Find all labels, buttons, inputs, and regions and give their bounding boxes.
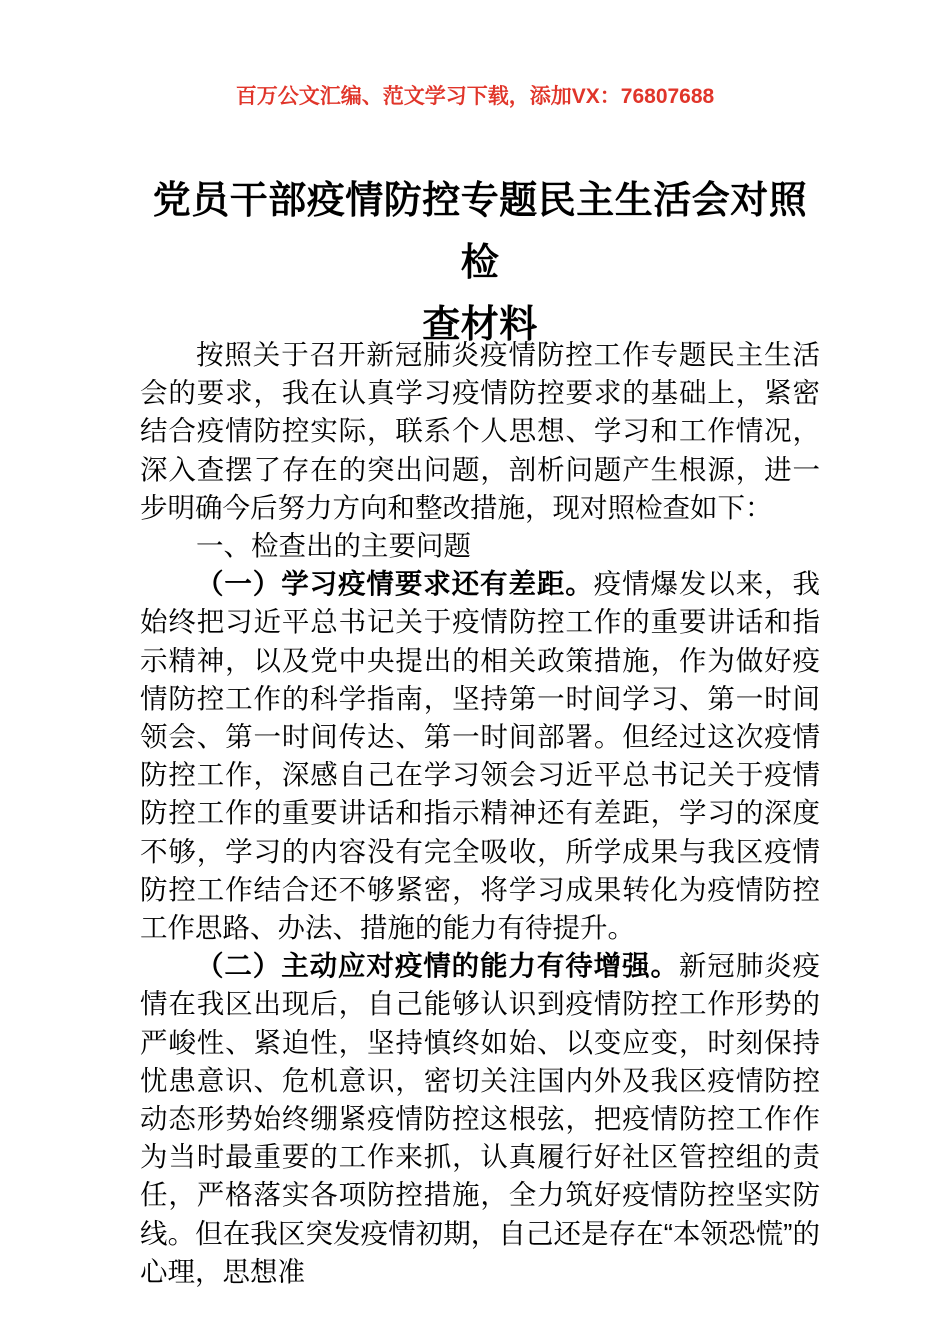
item-one-paragraph — [140, 565, 820, 947]
promo-watermark-text: 百万公文汇编、范文学习下载，添加VX：76807688 — [235, 85, 715, 108]
document-body — [140, 336, 820, 1291]
item-two-lead: （二）主动应对疫情的能力有待增强。 — [196, 950, 679, 982]
intro-paragraph: 按照关于召开新冠肺炎疫情防控工作专题民主生活会的要求，我在认真学习疫情防控要求的基础上，紧密结合疫情防控实际，联系个人思想、学习和工作情况，深入查摆了存在的突出问题，剖析问题产生根源，进一步明确今后努力方向和整改措施，现对照检查如下： — [140, 339, 820, 523]
section-one-heading: 一、检查出的主要问题 — [196, 530, 471, 562]
page-title-line-1: 党员干部疫情防控专题民主生活会对照检 — [152, 180, 808, 284]
item-two-paragraph — [140, 947, 820, 1291]
item-two-body: 新冠肺炎疫情在我区出现后，自己能够认识到疫情防控工作形势的严峻性、紧迫性，坚持慎终如始、以变应变，时刻保持忧患意识、危机意识，密切关注国内外及我区疫情防控动态形势始终绷紧疫情防控这根弦，把疫情防控工作作为当时最重要的工作来抓，认真履行好社区管控组的责任，严格落实各项防控措施，全力筑好疫情防控坚实防线。但在我区突发疫情初期，自己还是存在“本领恐慌”的心理，思想准 — [140, 950, 821, 1287]
page-title — [150, 170, 810, 356]
item-one-lead: （一）学习疫情要求还有差距。 — [196, 568, 594, 600]
item-one-body: 疫情爆发以来，我始终把习近平总书记关于疫情防控工作的重要讲话和指示精神，以及党中央提出的相关政策措施，作为做好疫情防控工作的科学指南，坚持第一时间学习、第一时间领会、第一时间传达、第一时间部署。但经过这次疫情防控工作，深感自己在学习领会习近平总书记关于疫情防控工作的重要讲话和指示精神还有差距，学习的深度不够，学习的内容没有完全吸收，所学成果与我区疫情防控工作结合还不够紧密，将学习成果转化为疫情防控工作思路、办法、措施的能力有待提升。 — [140, 568, 821, 944]
page-title-line-2: 查材料 — [422, 304, 538, 346]
